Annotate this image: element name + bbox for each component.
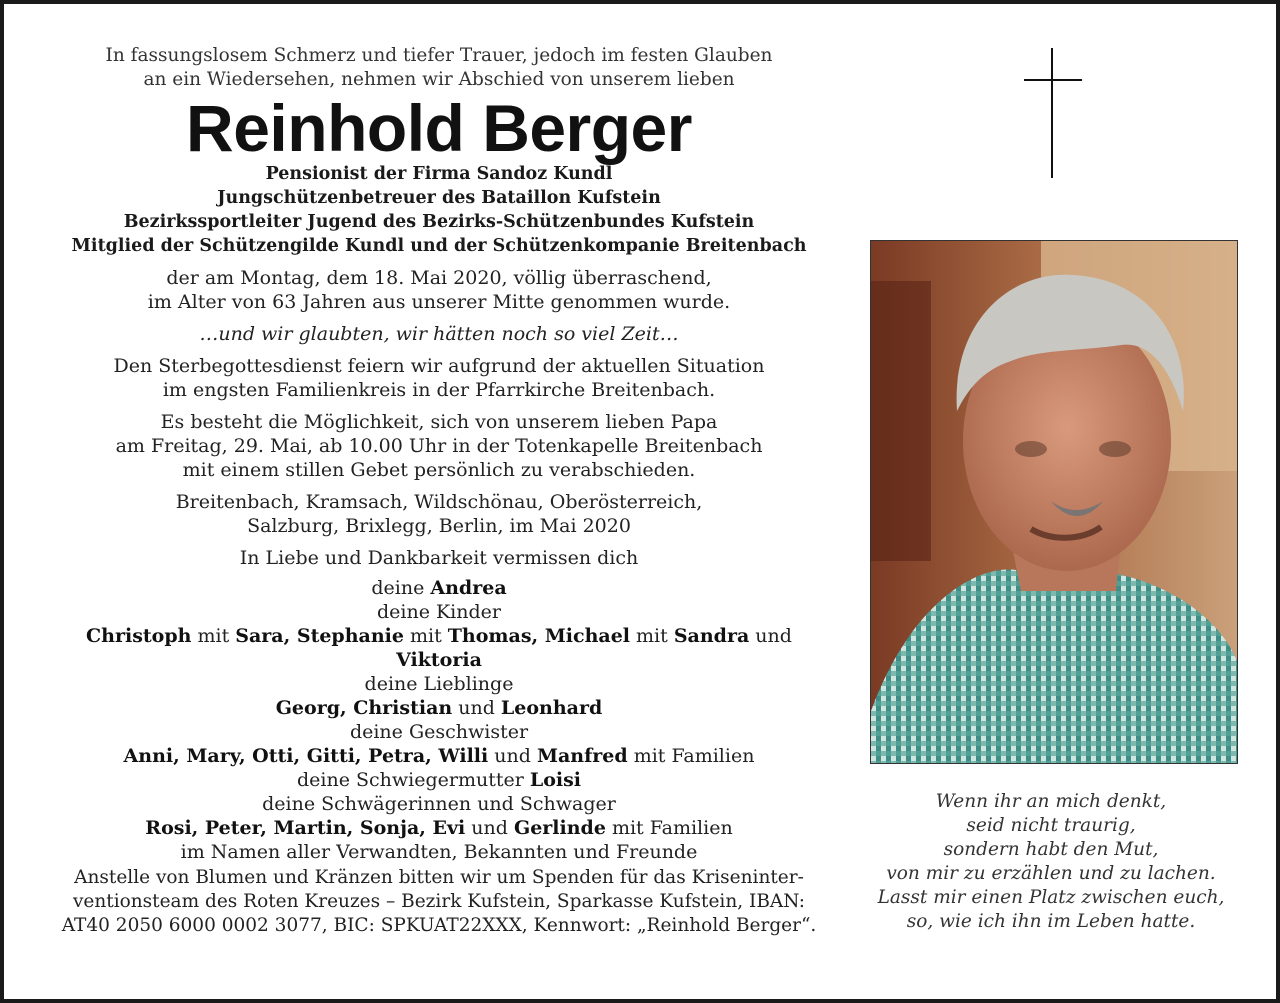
- places-line: Breitenbach, Kramsach, Wildschönau, Oberösterreich,: [175, 491, 703, 513]
- family-wife: deine Andrea: [371, 577, 507, 599]
- portrait-photo: [870, 240, 1238, 764]
- poem-line: sondern habt den Mut,: [943, 839, 1159, 860]
- poem-line: Wenn ihr an mich denkt,: [935, 791, 1167, 812]
- obituary-text-column: [44, 44, 834, 938]
- service-line: im engsten Familienkreis in der Pfarrkirche Breitenbach.: [162, 379, 716, 401]
- role-line: Pensionist der Firma Sandoz Kundl: [265, 164, 613, 184]
- family-siblings: Anni, Mary, Otti, Gitti, Petra, Willi und Manfred mit Familien: [123, 745, 755, 767]
- service-info: [44, 354, 834, 402]
- family-list: [44, 576, 834, 864]
- family-darlings-label: deine Lieblinge: [364, 673, 514, 695]
- family-siblings-label: deine Geschwister: [349, 721, 529, 743]
- roles-list: [44, 162, 834, 258]
- farewell-line: Es besteht die Möglichkeit, sich von unserem lieben Papa: [160, 411, 718, 433]
- family-closing: im Namen aller Verwandten, Bekannten und Freunde: [180, 841, 698, 863]
- farewell-line: mit einem stillen Gebet persönlich zu verabschieden.: [182, 459, 696, 481]
- intro-text: [44, 44, 834, 92]
- family-darlings: Georg, Christian und Leonhard: [275, 697, 603, 719]
- deceased-name: Reinhold Berger: [186, 91, 692, 165]
- family-mother-in-law: deine Schwiegermutter Loisi: [296, 769, 582, 791]
- places-date: [44, 490, 834, 538]
- family-in-laws: Rosi, Peter, Martin, Sonja, Evi und Gerlinde mit Familien: [145, 817, 733, 839]
- places-line: Salzburg, Brixlegg, Berlin, im Mai 2020: [247, 515, 631, 537]
- intro-line: In fassungslosem Schmerz und tiefer Trauer, jedoch im festen Glauben: [105, 45, 773, 66]
- poem-line: seid nicht traurig,: [966, 815, 1136, 836]
- donation-request: [44, 866, 834, 938]
- donation-line: Anstelle von Blumen und Kränzen bitten wir um Spenden für das Kriseninter-: [74, 867, 804, 888]
- family-children: Christoph mit Sara, Stephanie mit Thomas, Michael mit Sandra und Viktoria: [86, 625, 792, 671]
- intro-line: an ein Wiedersehen, nehmen wir Abschied von unserem lieben: [143, 69, 735, 90]
- family-children-label: deine Kinder: [376, 601, 501, 623]
- farewell-line: am Freitag, 29. Mai, ab 10.00 Uhr in der Totenkapelle Breitenbach: [115, 435, 763, 457]
- mourners-intro: In Liebe und Dankbarkeit vermissen dich: [239, 547, 639, 569]
- poem-line: Lasst mir einen Platz zwischen euch,: [877, 887, 1225, 908]
- donation-line: ventionsteam des Roten Kreuzes – Bezirk Kufstein, Sparkasse Kufstein, IBAN:: [72, 891, 806, 912]
- memorial-poem: [860, 790, 1242, 934]
- poem-line: von mir zu erzählen und zu lachen.: [886, 863, 1216, 884]
- death-notice-line: der am Montag, dem 18. Mai 2020, völlig überraschend,: [166, 267, 712, 289]
- family-in-laws-label: deine Schwägerinnen und Schwager: [262, 793, 616, 815]
- death-notice-line: im Alter von 63 Jahren aus unserer Mitte genommen wurde.: [147, 291, 731, 313]
- service-line: Den Sterbegottesdienst feiern wir aufgrund der aktuellen Situation: [113, 355, 765, 377]
- cross-icon: [1024, 48, 1082, 178]
- quote: …und wir glaubten, wir hätten noch so viel Zeit…: [199, 323, 679, 345]
- death-notice: [44, 266, 834, 314]
- role-line: Bezirkssportleiter Jugend des Bezirks-Schützenbundes Kufstein: [123, 212, 755, 232]
- donation-line: AT40 2050 6000 0002 3077, BIC: SPKUAT22XXX, Kennwort: „Reinhold Berger“.: [61, 915, 817, 936]
- poem-line: so, wie ich ihn im Leben hatte.: [906, 911, 1196, 932]
- farewell-info: [44, 410, 834, 482]
- role-line: Jungschützenbetreuer des Bataillon Kufstein: [217, 188, 661, 208]
- role-line: Mitglied der Schützengilde Kundl und der Schützenkompanie Breitenbach: [71, 236, 807, 256]
